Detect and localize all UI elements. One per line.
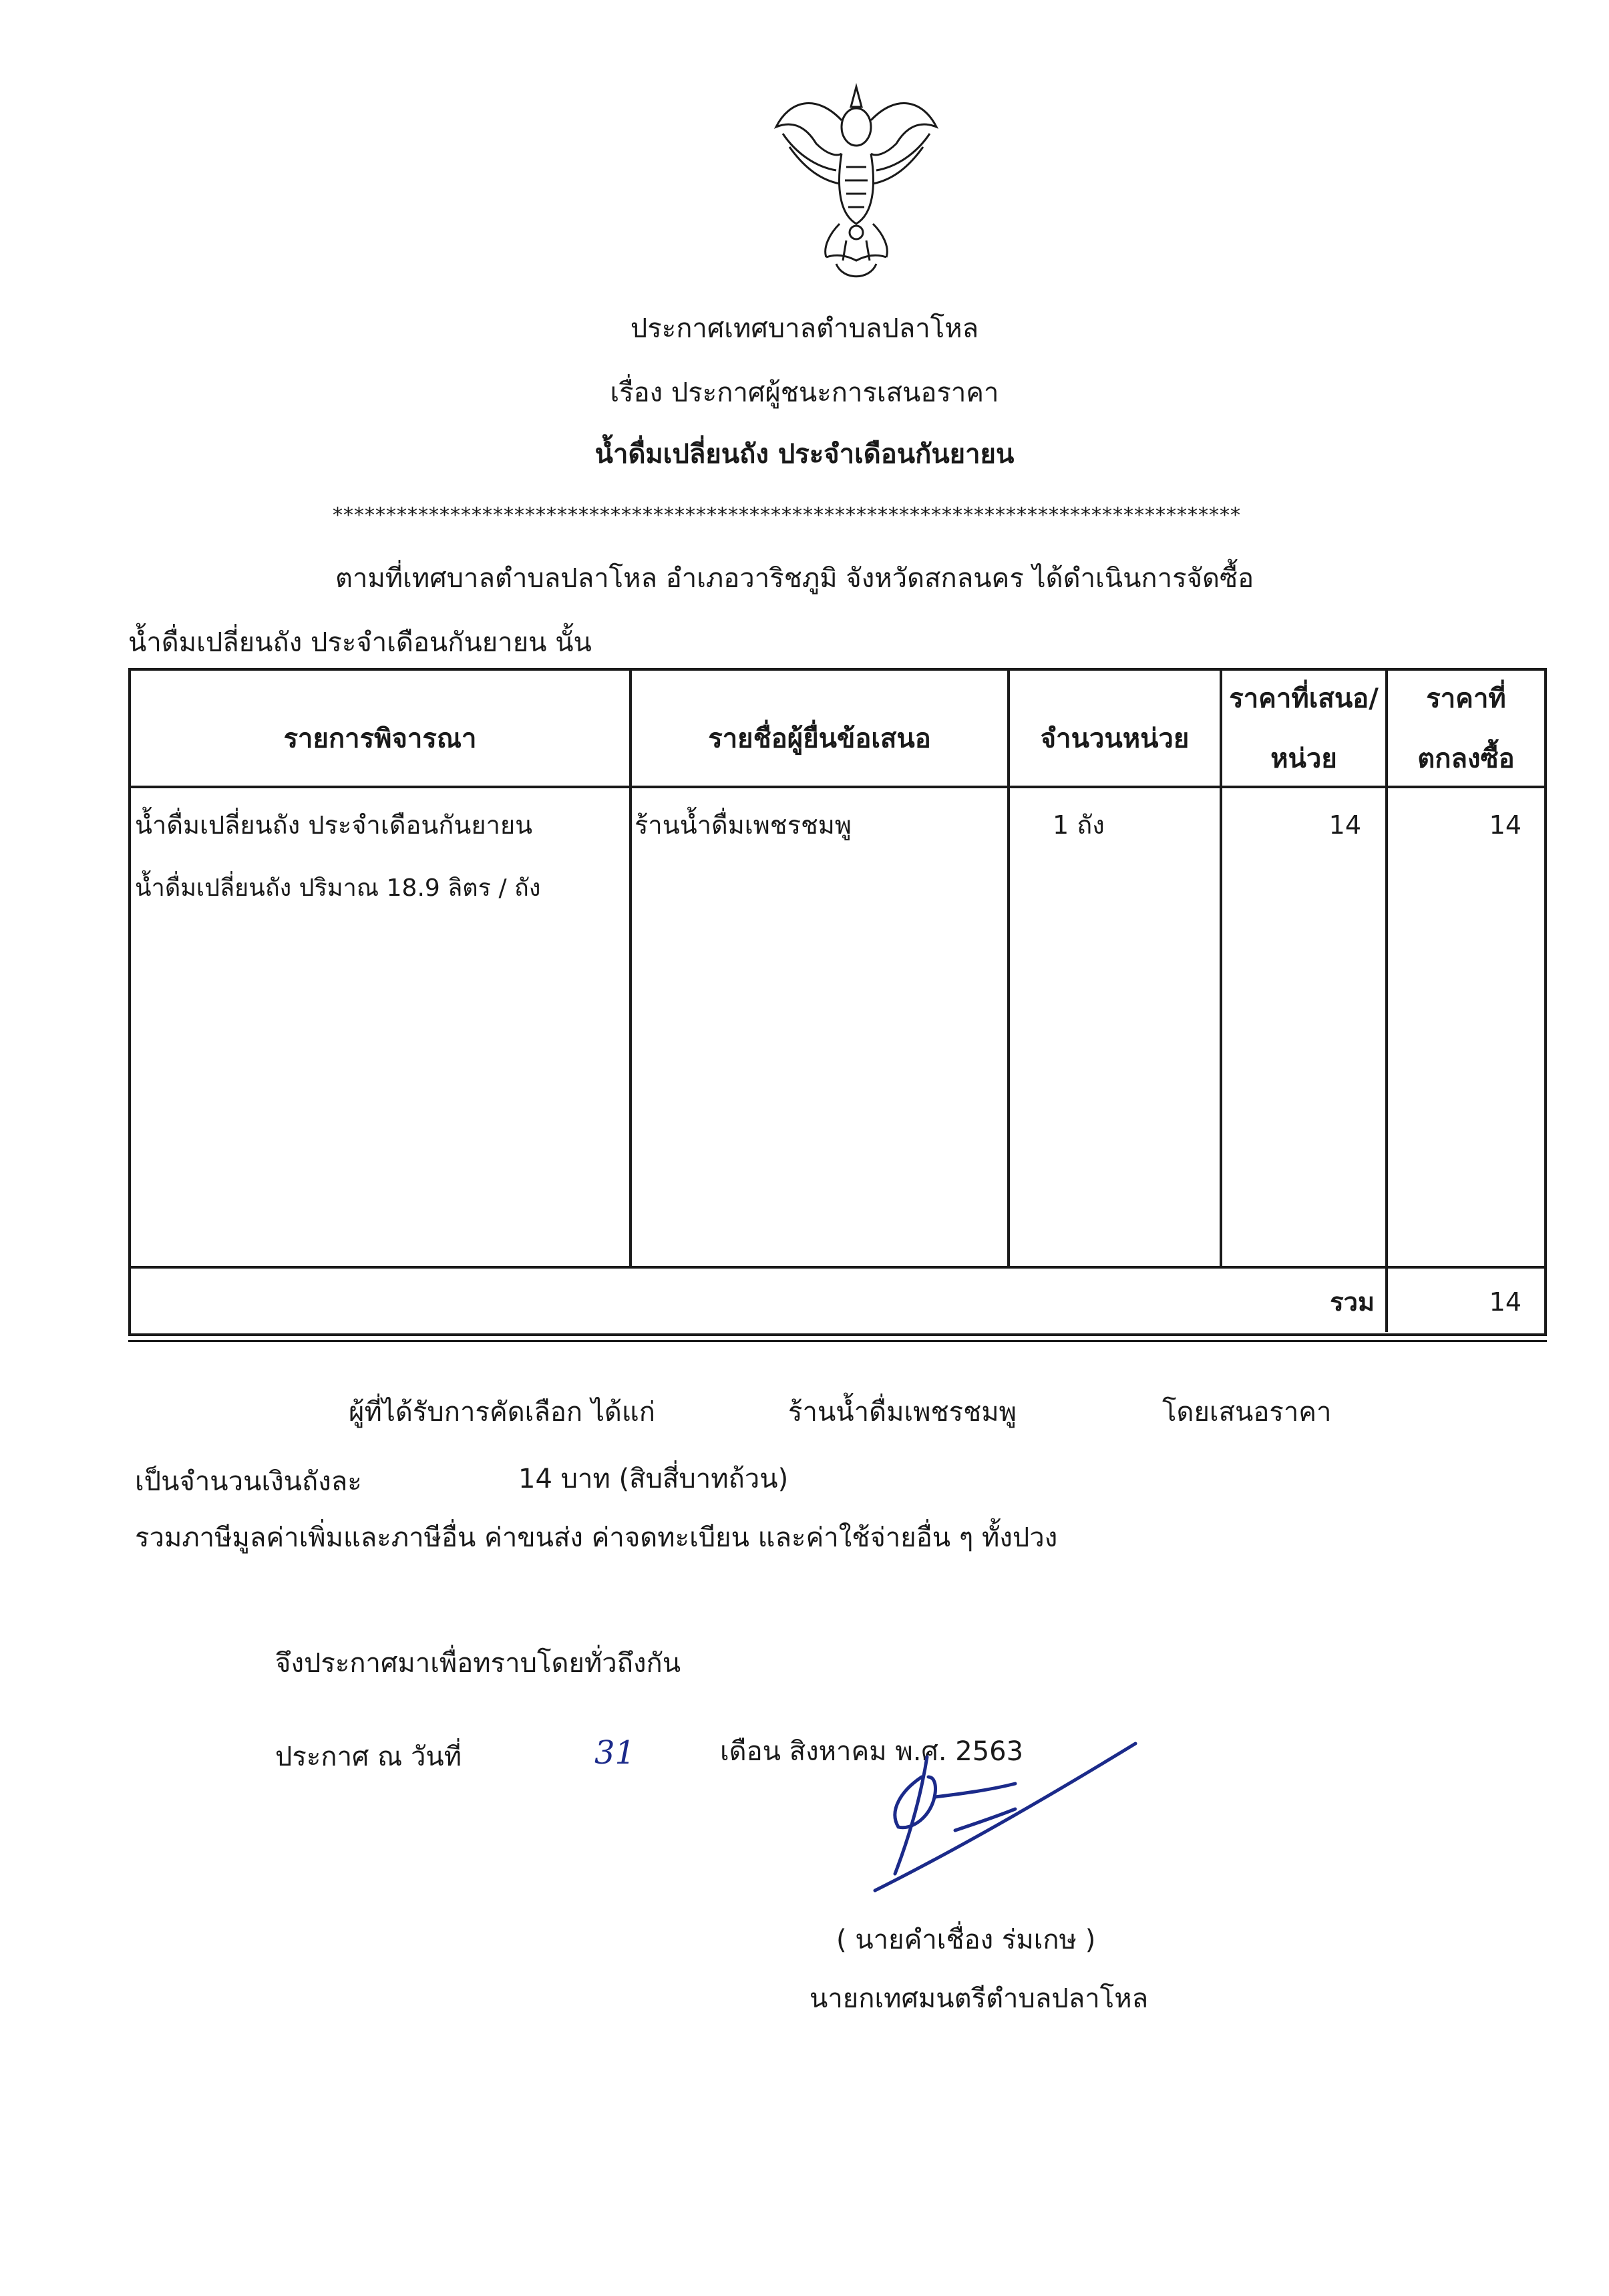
star-divider: ************************************************************************************* xyxy=(333,504,1241,527)
date-day-handwritten: 31 xyxy=(594,1734,636,1772)
header-bidder: รายชื่อผู้ยื่นข้อเสนอ xyxy=(708,723,931,754)
date-month-year: เดือน สิงหาคม พ.ศ. 2563 xyxy=(720,1736,1024,1767)
announcement-title: ประกาศเทศบาลตำบลปลาโหล xyxy=(630,313,979,344)
announce-line: จึงประกาศมาเพื่อทราบโดยทั่วถึงกัน xyxy=(275,1648,681,1679)
intro-line-2: น้ำดื่มเปลี่ยนถัง ประจำเดือนกันยายน นั้น xyxy=(128,627,592,658)
announcement-item: น้ำดื่มเปลี่ยนถัง ประจำเดือนกันยายน xyxy=(594,439,1015,470)
intro-line-1: ตามที่เทศบาลตำบลปลาโหล อำเภอวาริชภูมิ จังหวัดสกลนคร ได้ดำเนินการจัดซื้อ xyxy=(335,563,1254,594)
garuda-emblem-icon xyxy=(769,80,943,287)
amount-value: 14 บาท (สิบสี่บาทถ้วน) xyxy=(518,1464,789,1494)
signatory-name: ( นายคำเชื่อง ร่มเกษ ) xyxy=(836,1925,1096,1955)
header-quantity: จำนวนหน่วย xyxy=(1040,723,1190,754)
header-agreed-price-line1: ราคาที่ xyxy=(1426,683,1506,714)
tax-note: รวมภาษีมูลค่าเพิ่มและภาษีอื่น ค่าขนส่ง ค่าจดทะเบียน และค่าใช้จ่ายอื่น ๆ ทั้งปวง xyxy=(135,1522,1058,1553)
row-quantity: 1 ถัง xyxy=(1053,810,1105,840)
date-prefix: ประกาศ ณ วันที่ xyxy=(275,1742,462,1772)
winner-name: ร้านน้ำดื่มเพชรชมพู xyxy=(788,1397,1017,1428)
winner-label: ผู้ที่ได้รับการคัดเลือก ได้แก่ xyxy=(349,1397,655,1428)
row-bidder: ร้านน้ำดื่มเพชรชมพู xyxy=(635,810,852,840)
row-offer-price: 14 xyxy=(1328,810,1361,840)
row-item-line1: น้ำดื่มเปลี่ยนถัง ประจำเดือนกันยายน xyxy=(135,810,533,840)
header-item: รายการพิจารณา xyxy=(283,723,477,754)
signature-mark xyxy=(848,1730,1142,1917)
winner-offer-label: โดยเสนอราคา xyxy=(1162,1397,1332,1428)
header-offer-price-line1: ราคาที่เสนอ/ xyxy=(1229,683,1379,714)
bid-table xyxy=(128,668,1547,1336)
signatory-title: นายกเทศมนตรีตำบลปลาโหล xyxy=(810,1983,1149,2014)
total-label: รวม xyxy=(1330,1287,1375,1317)
row-item-line2: น้ำดื่มเปลี่ยนถัง ปริมาณ 18.9 ลิตร / ถัง xyxy=(135,874,541,902)
announcement-subject: เรื่อง ประกาศผู้ชนะการเสนอราคา xyxy=(610,377,999,408)
header-offer-price-line2: หน่วย xyxy=(1270,744,1337,774)
total-value: 14 xyxy=(1489,1287,1522,1317)
amount-label: เป็นจำนวนเงินถังละ xyxy=(135,1466,362,1497)
header-agreed-price-line2: ตกลงซื้อ xyxy=(1417,744,1515,774)
row-agreed-price: 14 xyxy=(1489,810,1522,840)
